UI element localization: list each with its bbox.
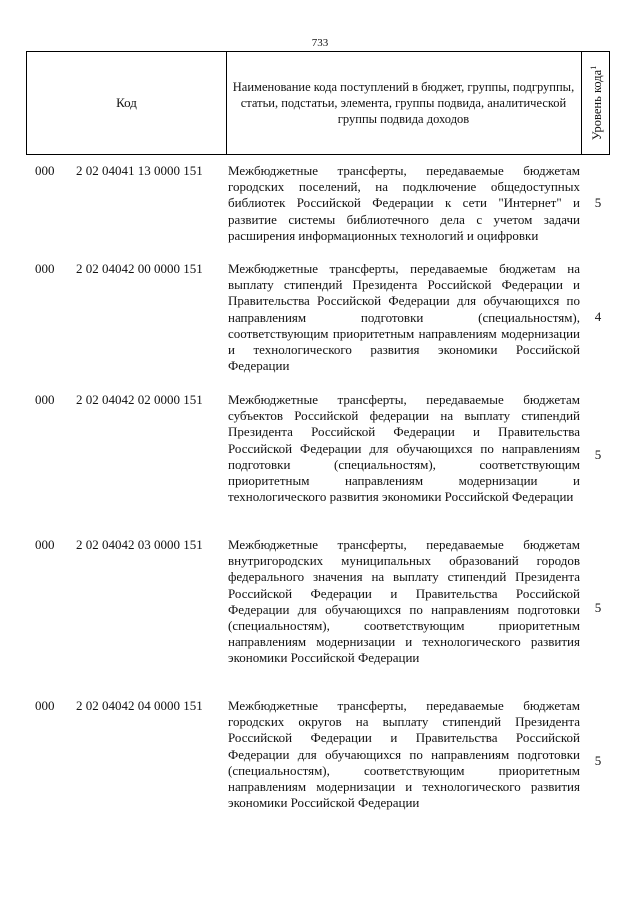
- revenue-code: 2 02 04042 02 0000 151: [76, 392, 203, 407]
- code-level: 5: [594, 600, 602, 615]
- revenue-code: 2 02 04042 04 0000 151: [76, 698, 203, 713]
- code-level: 5: [594, 447, 602, 462]
- header-level-footnote: 1: [588, 65, 598, 70]
- admin-code: 000: [35, 163, 55, 178]
- revenue-code: 2 02 04042 00 0000 151: [76, 261, 203, 276]
- revenue-name: Межбюджетные трансферты, передаваемые бюджетам городских округов на выплату стипендий Президента Российской Федерации и Правительства Российской Федерации для обучающихся по направлениям подготовки (специальностям), соответствующим приоритетным направлениям модернизации и технологического развития экономики Российской Федерации: [228, 698, 580, 811]
- page-number: 733: [311, 37, 329, 49]
- table-header: [26, 51, 610, 155]
- revenue-name: Межбюджетные трансферты, передаваемые бюджетам внутригородских муниципальных образований городов федерального значения на выплату стипендий Президента Российской Федерации и Правительства Российской Федерации для обучающихся по направлениям подготовки (специальностям), соответствующим приоритетным направлениям модернизации и технологического развития экономики Российской Федерации: [228, 537, 580, 666]
- header-level-cell: [583, 52, 610, 154]
- admin-code: 000: [35, 537, 55, 552]
- header-code: Код: [27, 52, 227, 154]
- revenue-code: 2 02 04041 13 0000 151: [76, 163, 203, 178]
- header-name: Наименование кода поступлений в бюджет, группы, подгруппы, статьи, подстатьи, элемента, группы подвида, аналитической группы подвида доходов: [226, 52, 582, 154]
- code-level: 4: [594, 309, 602, 324]
- admin-code: 000: [35, 392, 55, 407]
- header-level: [588, 66, 604, 140]
- revenue-name: Межбюджетные трансферты, передаваемые бюджетам на выплату стипендий Президента Российской Федерации и Правительства Российской Федерации для обучающихся по направлениям подготовки (специальностям), соответствующим приоритетным направлениям модернизации и технологического развития экономики Российской Федерации: [228, 261, 580, 374]
- code-level: 5: [594, 195, 602, 210]
- admin-code: 000: [35, 261, 55, 276]
- code-level: 5: [594, 753, 602, 768]
- revenue-code: 2 02 04042 03 0000 151: [76, 537, 203, 552]
- revenue-name: Межбюджетные трансферты, передаваемые бюджетам городских поселений, на подключение общедоступных библиотек Российской Федерации к сети "Интернет" и развитие системы библиотечного дела с учетом задачи расширения информационных технологий и оцифровки: [228, 163, 580, 243]
- revenue-name: Межбюджетные трансферты, передаваемые бюджетам субъектов Российской федерации на выплату стипендий Президента Российской Федерации и Правительства Российской Федерации для обучающихся по направлениям подготовки (специальностям), соответствующим приоритетным направлениям модернизации и технологического развития экономики Российской Федерации: [228, 392, 580, 505]
- header-level-label: Уровень кода: [589, 69, 604, 141]
- admin-code: 000: [35, 698, 55, 713]
